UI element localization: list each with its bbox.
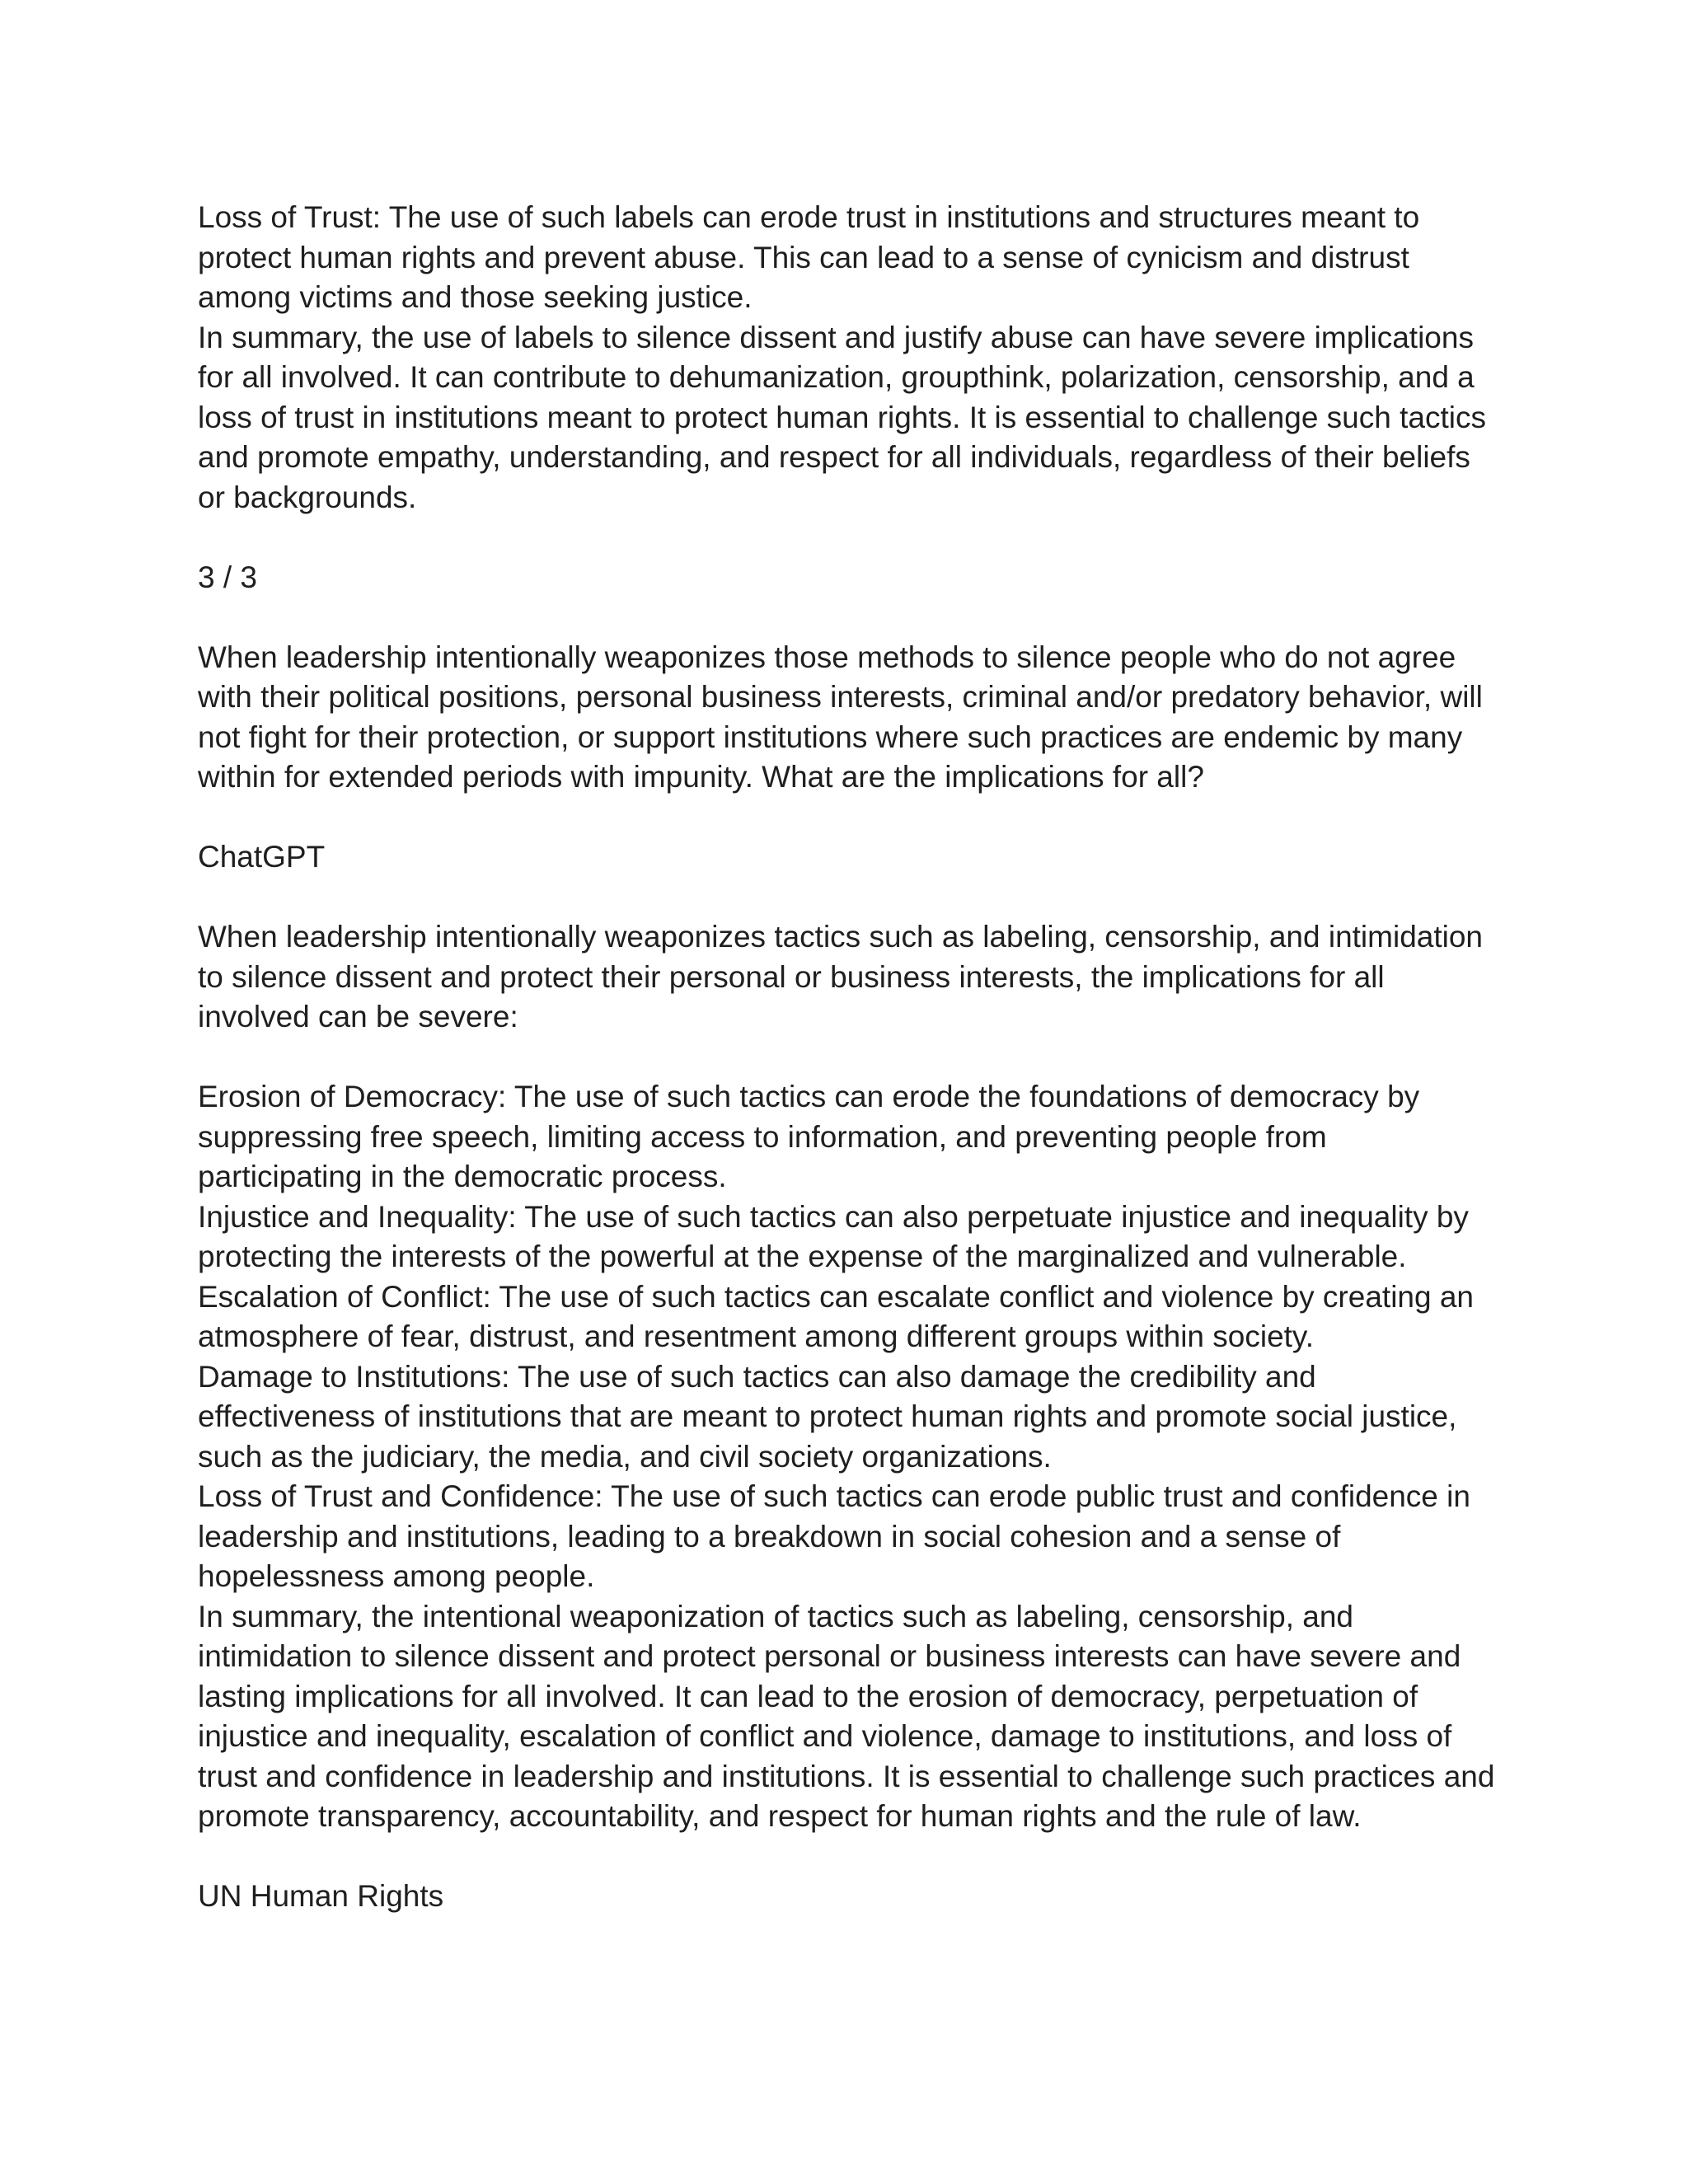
text-line: In summary, the intentional weaponization of tactics such as labeling, censorship, and [198, 1599, 1353, 1633]
text-line: with their political positions, personal business interests, criminal and/or predatory behavior, will [198, 680, 1483, 714]
text-line: within for extended periods with impunity. What are the implications for all? [198, 760, 1204, 794]
text-line: loss of trust in institutions meant to protect human rights. It is essential to challenge such tactics [198, 400, 1486, 434]
text-line: atmosphere of fear, distrust, and resentment among different groups within society. [198, 1319, 1314, 1353]
answer-point-loss-of-trust-and-confidence [198, 1477, 1533, 1597]
text-line: Loss of Trust: The use of such labels can erode trust in institutions and structures meant to [198, 200, 1420, 234]
text-line: to silence dissent and protect their personal or business interests, the implications for all [198, 959, 1385, 994]
text-line: effectiveness of institutions that are meant to protect human rights and promote social justice, [198, 1399, 1457, 1433]
answer-point-escalation-of-conflict [198, 1277, 1533, 1357]
answer-summary [198, 1597, 1533, 1837]
text-line: not fight for their protection, or support institutions where such practices are endemic by many [198, 719, 1463, 754]
closing-heading: UN Human Rights [198, 1879, 444, 1913]
text-line: Escalation of Conflict: The use of such tactics can escalate conflict and violence by creating an [198, 1279, 1475, 1314]
text-line: hopelessness among people. [198, 1559, 595, 1593]
spacer [198, 598, 1533, 638]
intro-paragraph-loss-of-trust [198, 198, 1533, 318]
page-counter: 3 / 3 [198, 560, 257, 594]
user-question [198, 638, 1533, 798]
text-line: When leadership intentionally weaponizes those methods to silence people who do not agree [198, 640, 1456, 674]
text-line: Damage to Institutions: The use of such tactics can also damage the credibility and [198, 1359, 1316, 1394]
text-line: and promote empathy, understanding, and respect for all individuals, regardless of their beliefs [198, 440, 1470, 474]
text-line: When leadership intentionally weaponizes tactics such as labeling, censorship, and intimidation [198, 920, 1484, 954]
spacer [198, 798, 1533, 838]
text-line: leadership and institutions, leading to a breakdown in social cohesion and a sense of [198, 1519, 1341, 1554]
text-line: suppressing free speech, limiting access to information, and preventing people from [198, 1119, 1327, 1154]
text-line: participating in the democratic process. [198, 1160, 727, 1193]
text-line: for all involved. It can contribute to dehumanization, groupthink, polarization, censorship, and a [198, 360, 1475, 394]
text-line: promote transparency, accountability, and respect for human rights and the rule of law. [198, 1799, 1362, 1833]
spacer [198, 518, 1533, 558]
text-line: lasting implications for all involved. It can lead to the erosion of democracy, perpetuation of [198, 1679, 1418, 1713]
answer-intro [198, 917, 1533, 1038]
text-line: intimidation to silence dissent and protect personal or business interests can have severe and [198, 1639, 1461, 1673]
text-line: Loss of Trust and Confidence: The use of such tactics can erode public trust and confidence in [198, 1479, 1470, 1513]
text-line: Injustice and Inequality: The use of such tactics can also perpetuate injustice and inequality by [198, 1199, 1469, 1234]
text-line: protecting the interests of the powerful at the expense of the marginalized and vulnerable. [198, 1240, 1407, 1273]
text-line: protect human rights and prevent abuse. This can lead to a sense of cynicism and distrust [198, 240, 1409, 274]
text-line: In summary, the use of labels to silence dissent and justify abuse can have severe implications [198, 320, 1474, 354]
spacer [198, 1837, 1533, 1877]
text-line: such as the judiciary, the media, and civil society organizations. [198, 1439, 1052, 1474]
text-line: injustice and inequality, escalation of conflict and violence, damage to institutions, and loss of [198, 1719, 1452, 1753]
text-line: or backgrounds. [198, 480, 417, 514]
text-line: trust and confidence in leadership and institutions. It is essential to challenge such practices and [198, 1759, 1495, 1793]
spacer [198, 1038, 1533, 1078]
responder-label: ChatGPT [198, 840, 326, 874]
document-body [198, 198, 1533, 1917]
text-line: involved can be severe: [198, 1000, 518, 1033]
text-line: among victims and those seeking justice. [198, 280, 753, 314]
intro-paragraph-summary [198, 318, 1533, 518]
answer-point-erosion-of-democracy [198, 1077, 1533, 1197]
answer-point-damage-to-institutions [198, 1357, 1533, 1478]
spacer [198, 878, 1533, 918]
text-line: Erosion of Democracy: The use of such tactics can erode the foundations of democracy by [198, 1080, 1420, 1113]
answer-point-injustice-and-inequality [198, 1197, 1533, 1277]
